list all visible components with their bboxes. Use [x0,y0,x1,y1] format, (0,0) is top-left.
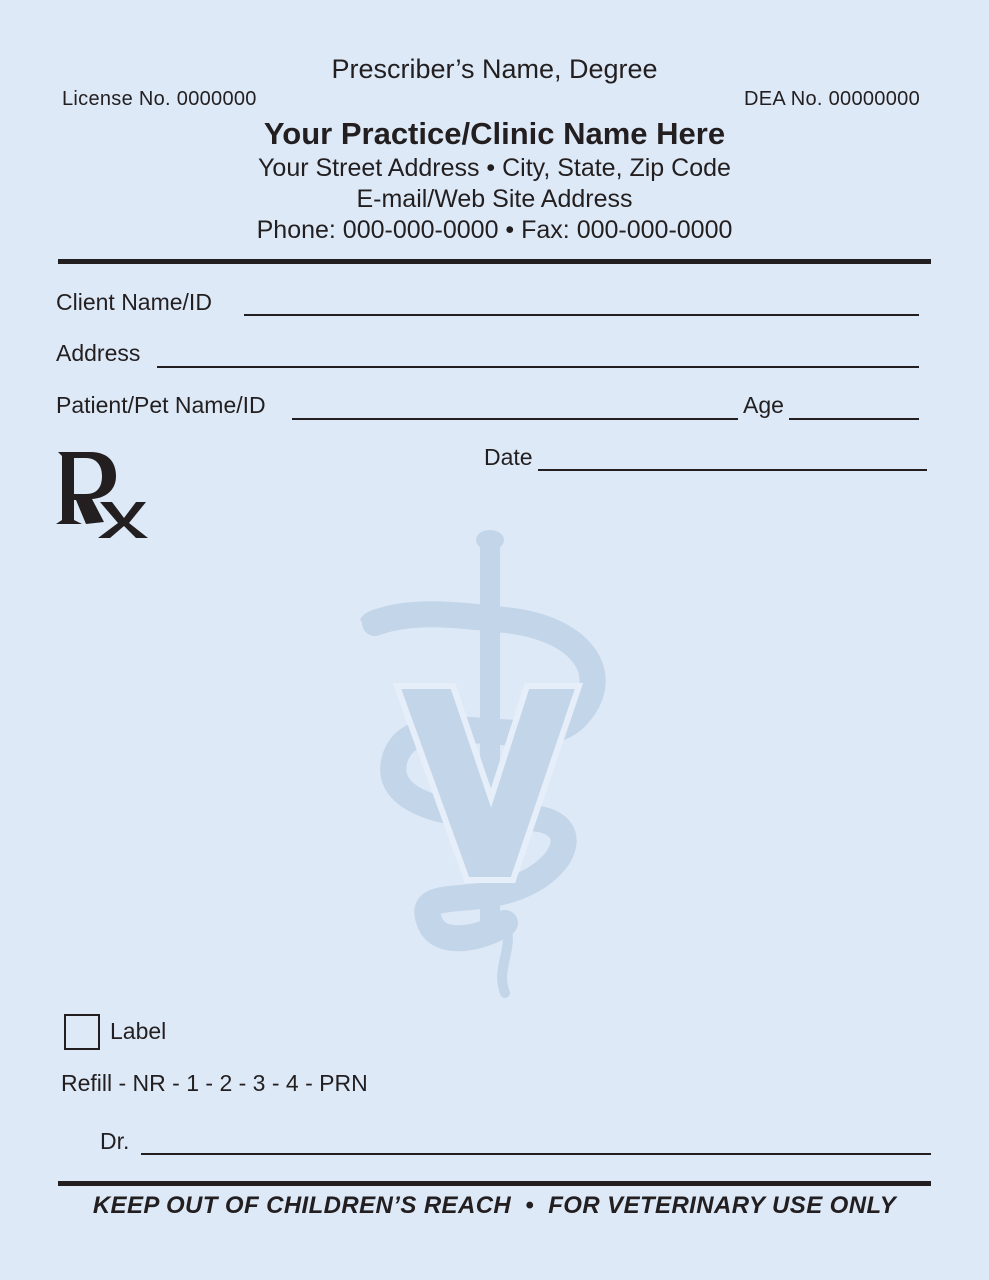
footer-warning: KEEP OUT OF CHILDREN’S REACH • FOR VETERINARY USE ONLY [92,1192,897,1219]
age-label: Age [743,392,784,418]
rx-symbol-icon [52,440,152,540]
address-line[interactable] [157,366,919,368]
refill-options: Refill - NR - 1 - 2 - 3 - 4 - PRN [61,1070,368,1096]
address-label: Address [56,340,141,366]
date-line[interactable] [538,469,927,471]
patient-name-label: Patient/Pet Name/ID [56,392,266,418]
license-number: License No. 0000000 [62,88,257,110]
patient-name-line[interactable] [292,418,738,420]
practice-phone: Phone: 000-000-0000 • Fax: 000-000-0000 [256,216,733,244]
doctor-signature-label: Dr. [100,1128,130,1154]
footer-divider [58,1181,931,1186]
doctor-signature-line[interactable] [141,1153,931,1155]
label-checkbox-label: Label [110,1018,167,1044]
practice-address: Your Street Address • City, State, Zip Code [258,154,731,182]
dea-number: DEA No. 00000000 [743,88,920,110]
prescriber-name: Prescriber’s Name, Degree [331,54,658,84]
client-name-label: Client Name/ID [56,289,212,315]
date-label: Date [484,444,533,470]
practice-name: Your Practice/Clinic Name Here [263,116,726,151]
client-name-line[interactable] [244,314,919,316]
veterinary-caduceus-icon [355,528,620,1006]
practice-web: E-mail/Web Site Address [356,185,633,213]
label-checkbox[interactable] [64,1014,100,1050]
header-divider [58,259,931,264]
age-line[interactable] [789,418,919,420]
